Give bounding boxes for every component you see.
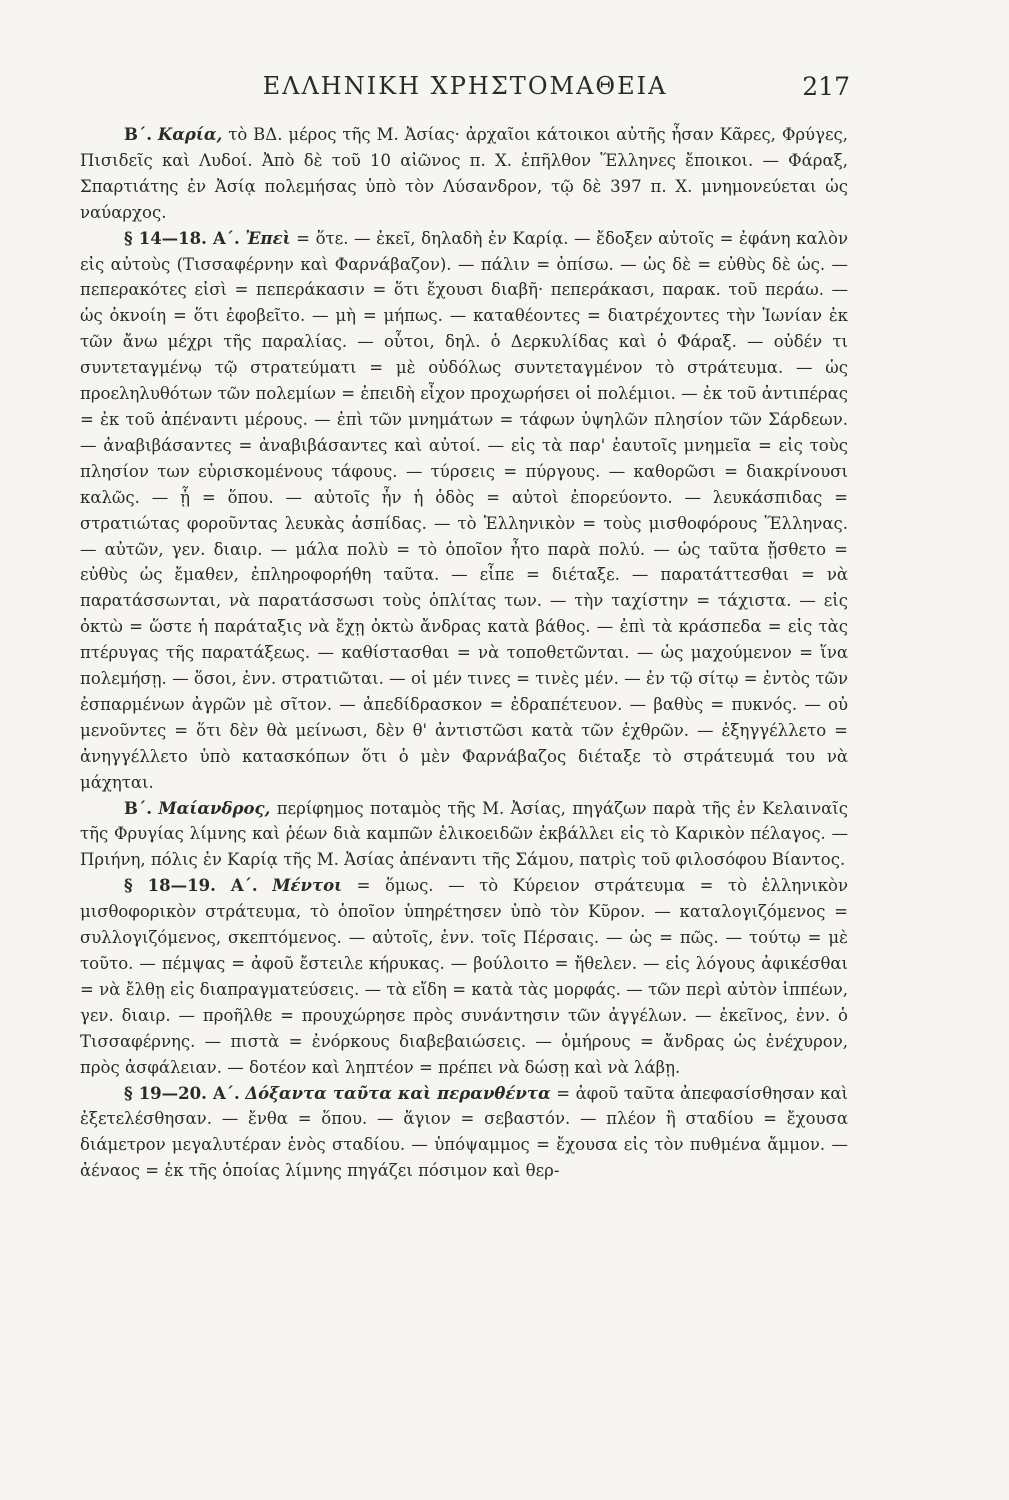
section-marker: Β΄. (124, 125, 152, 144)
lemma: Δόξαντα ταῦτα καὶ περανθέντα (245, 1083, 551, 1103)
page-number: 217 (802, 72, 850, 101)
commentary-text (80, 122, 848, 1184)
lemma: Καρία, (157, 125, 223, 144)
note-text: τὸ ΒΔ. μέρος τῆς Μ. Ἀσίας· ἀρχαῖοι κάτοικοι αὐτῆς ἦσαν Κᾶρες, Φρύγες, Πισιδεῖς καὶ Λυδοί. Ἀπὸ δὲ τοῦ 10 αἰῶνος π. Χ. ἐπῆλθον Ἕλληνες ἔποικοι. — Φάραξ, Σπαρτιάτης ἐν Ἀσίᾳ πολεμήσας ὑπὸ τὸν Λύσανδρον, τῷ δὲ 397 π. Χ. μνημονεύεται ὡς ναύαρχος. (80, 125, 848, 222)
running-title: ΕΛΛΗΝΙΚΗ ΧΡΗΣΤΟΜΑΘΕΙΑ (262, 72, 668, 100)
lemma: Μέντοι (272, 876, 343, 896)
note-paragraph (80, 796, 848, 874)
note-paragraph (80, 226, 848, 796)
section-marker: Β΄. (124, 798, 152, 818)
section-marker: § 14—18. Α΄. (124, 228, 240, 248)
note-text: = ὅμως. — τὸ Κύρειον στράτευμα = τὸ ἑλληνικὸν μισθοφορικὸν στράτευμα, τὸ ὁποῖον ὑπηρέτησεν ὑπὸ τὸν Κῦρον. — καταλογιζόμενος = συλλογιζόμενος, σκεπτόμενος. — αὐτοῖς, ἐνν. τοῖς Πέρσαις. — ὡς = πῶς. — τούτῳ = μὲ τοῦτο. — πέμψας = ἀφοῦ ἔστειλε κήρυκας. — βούλοιτο = ἤθελεν. — εἰς λόγους ἀφικέσθαι = νὰ ἔλθῃ εἰς διαπραγματεύσεις. — τὰ εἴδη = κατὰ τὰς μορφάς. — τῶν περὶ αὐτὸν ἱππέων, γεν. διαιρ. — προῆλθε = προυχώρησε πρὸς συνάντησιν τῶν ἀγγέλων. — ἐκεῖνος, ἐνν. ὁ Τισσαφέρνης. — πιστὰ = ἐνόρκους διαβεβαιώσεις. — ὁμήρους = ἄνδρας ὡς ἐνέχυρον, πρὸς ἀσφάλειαν. — δοτέον καὶ ληπτέον = πρέπει νὰ δώσῃ καὶ νὰ λάβῃ. (80, 876, 849, 1077)
note-paragraph (80, 873, 848, 1080)
lemma: Ἐπεὶ (245, 228, 291, 248)
lemma: Μαίανδρος, (158, 798, 271, 818)
section-marker: § 19—20. Α΄. (124, 1083, 240, 1103)
note-text: = ἀφοῦ ταῦτα ἀπεφασίσθησαν καὶ ἐξετελέσθησαν. — ἔνθα = ὅπου. — ἅγιον = σεβαστόν. — πλέον ἢ σταδίου = ἔχουσα διάμετρον μεγαλυτέραν ἑνὸς σταδίου. — ὑπόψαμμος = ἔχουσα εἰς τὸν πυθμένα ἄμμον. — ἀέναος = ἐκ τῆς ὁποίας λίμνης πηγάζει πόσιμον καὶ θερ- (80, 1083, 849, 1181)
section-marker: § 18—19. Α΄. (124, 876, 258, 896)
note-paragraph (80, 1081, 848, 1185)
note-text: περίφημος ποταμὸς τῆς Μ. Ἀσίας, πηγάζων παρὰ τῆς ἐν Κελαιναῖς τῆς Φρυγίας λίμνης καὶ ῥέων διὰ καμπῶν ἑλικοειδῶν ἐκβάλλει εἰς τὸ Καρικὸν πέλαγος. — Πριήνη, πόλις ἐν Καρίᾳ τῆς Μ. Ἀσίας ἀπέναντι τῆς Σάμου, πατρὶς τοῦ φιλοσόφου Βίαντος. (80, 798, 848, 870)
running-head (80, 72, 850, 104)
note-text: = ὅτε. — ἐκεῖ, δηλαδὴ ἐν Καρίᾳ. — ἔδοξεν αὐτοῖς = ἐφάνη καλὸν εἰς αὐτοὺς (Τισσαφέρνην καὶ Φαρνάβαζον). — πάλιν = ὀπίσω. — ὡς δὲ = εὐθὺς δὲ ὡς. — πεπερακότες εἰσὶ = πεπεράκασιν = ὅτι ἔχουσι διαβῆ· πεπεράκασι, παρακ. τοῦ περάω. — ὡς ὀκνοίη = ὅτι ἐφοβεῖτο. — μὴ = μήπως. — καταθέοντες = διατρέχοντες τὴν Ἰωνίαν ἐκ τῶν ἄνω μέχρι τῆς παραλίας. — οὗτοι, δηλ. ὁ Δερκυλίδας καὶ ὁ Φάραξ. — οὐδέν τι συντεταγμένῳ τῷ στρατεύματι = μὲ οὐδόλως συντεταγμένον τὸ στράτευμα. — ὡς προεληλυθότων τῶν πολεμίων = ἐπειδὴ εἶχον προχωρήσει οἱ πολέμιοι. — ἐκ τοῦ ἀντιπέρας = ἐκ τοῦ ἀπέναντι μέρους. — ἐπὶ τῶν μνημάτων = τάφων ὑψηλῶν πλησίον τῶν Σάρδεων. — ἀναβιβάσαντες = ἀναβιβάσαντες καὶ αὐτοί. — εἰς τὰ παρ' ἑαυτοῖς μνημεῖα = εἰς τοὺς πλησίον των εὑρισκομένους τάφους. — τύρσεις = πύργους. — καθορῶσι = διακρίνουσι καλῶς. — ᾗ = ὅπου. — αὐτοῖς ἦν ἡ ὁδὸς = αὐτοὶ ἐπορεύοντο. — λευκάσπιδας = στρατιώτας φοροῦντας λευκὰς ἀσπίδας. — τὸ Ἑλληνικὸν = τοὺς μισθοφόρους Ἕλληνας. — αὐτῶν, γεν. διαιρ. — μάλα πολὺ = τὸ ὁποῖον ἦτο παρὰ πολύ. — ὡς ταῦτα ᾔσθετο = εὐθὺς ὡς ἔμαθεν, ἐπληροφορήθη ταῦτα. — εἶπε = διέταξε. — παρατάττεσθαι = νὰ παρατάσσωνται, νὰ παρατάσσωσι τοὺς ὁπλίτας των. — τὴν ταχίστην = τάχιστα. — εἰς ὀκτὼ = ὥστε ἡ παράταξις νὰ ἔχῃ ὀκτὼ ἄνδρας κατὰ βάθος. — ἐπὶ τὰ κράσπεδα = εἰς τὰς πτέρυγας τῆς παρατάξεως. — καθίστασθαι = νὰ τοποθετῶνται. — ὡς μαχούμενον = ἵνα πολεμήσῃ. — ὅσοι, ἐνν. στρατιῶται. — οἱ μέν τινες = τινὲς μέν. — ἐν τῷ σίτῳ = ἐντὸς τῶν ἐσπαρμένων ἀγρῶν μὲ σῖτον. — ἀπεδίδρασκον = ἐδραπέτευον. — βαθὺς = πυκνός. — οὐ μενοῦντες = ὅτι δὲν θὰ μείνωσι, δὲν θ' ἀντιστῶσι κατὰ τῶν ἐχθρῶν. — ἐξηγγέλλετο = ἀνηγγέλλετο ὑπὸ κατασκόπων ὅτι ὁ μὲν Φαρνάβαζος διέταξε τὸ στράτευμά του νὰ μάχηται. (80, 228, 848, 792)
note-paragraph (80, 122, 848, 226)
